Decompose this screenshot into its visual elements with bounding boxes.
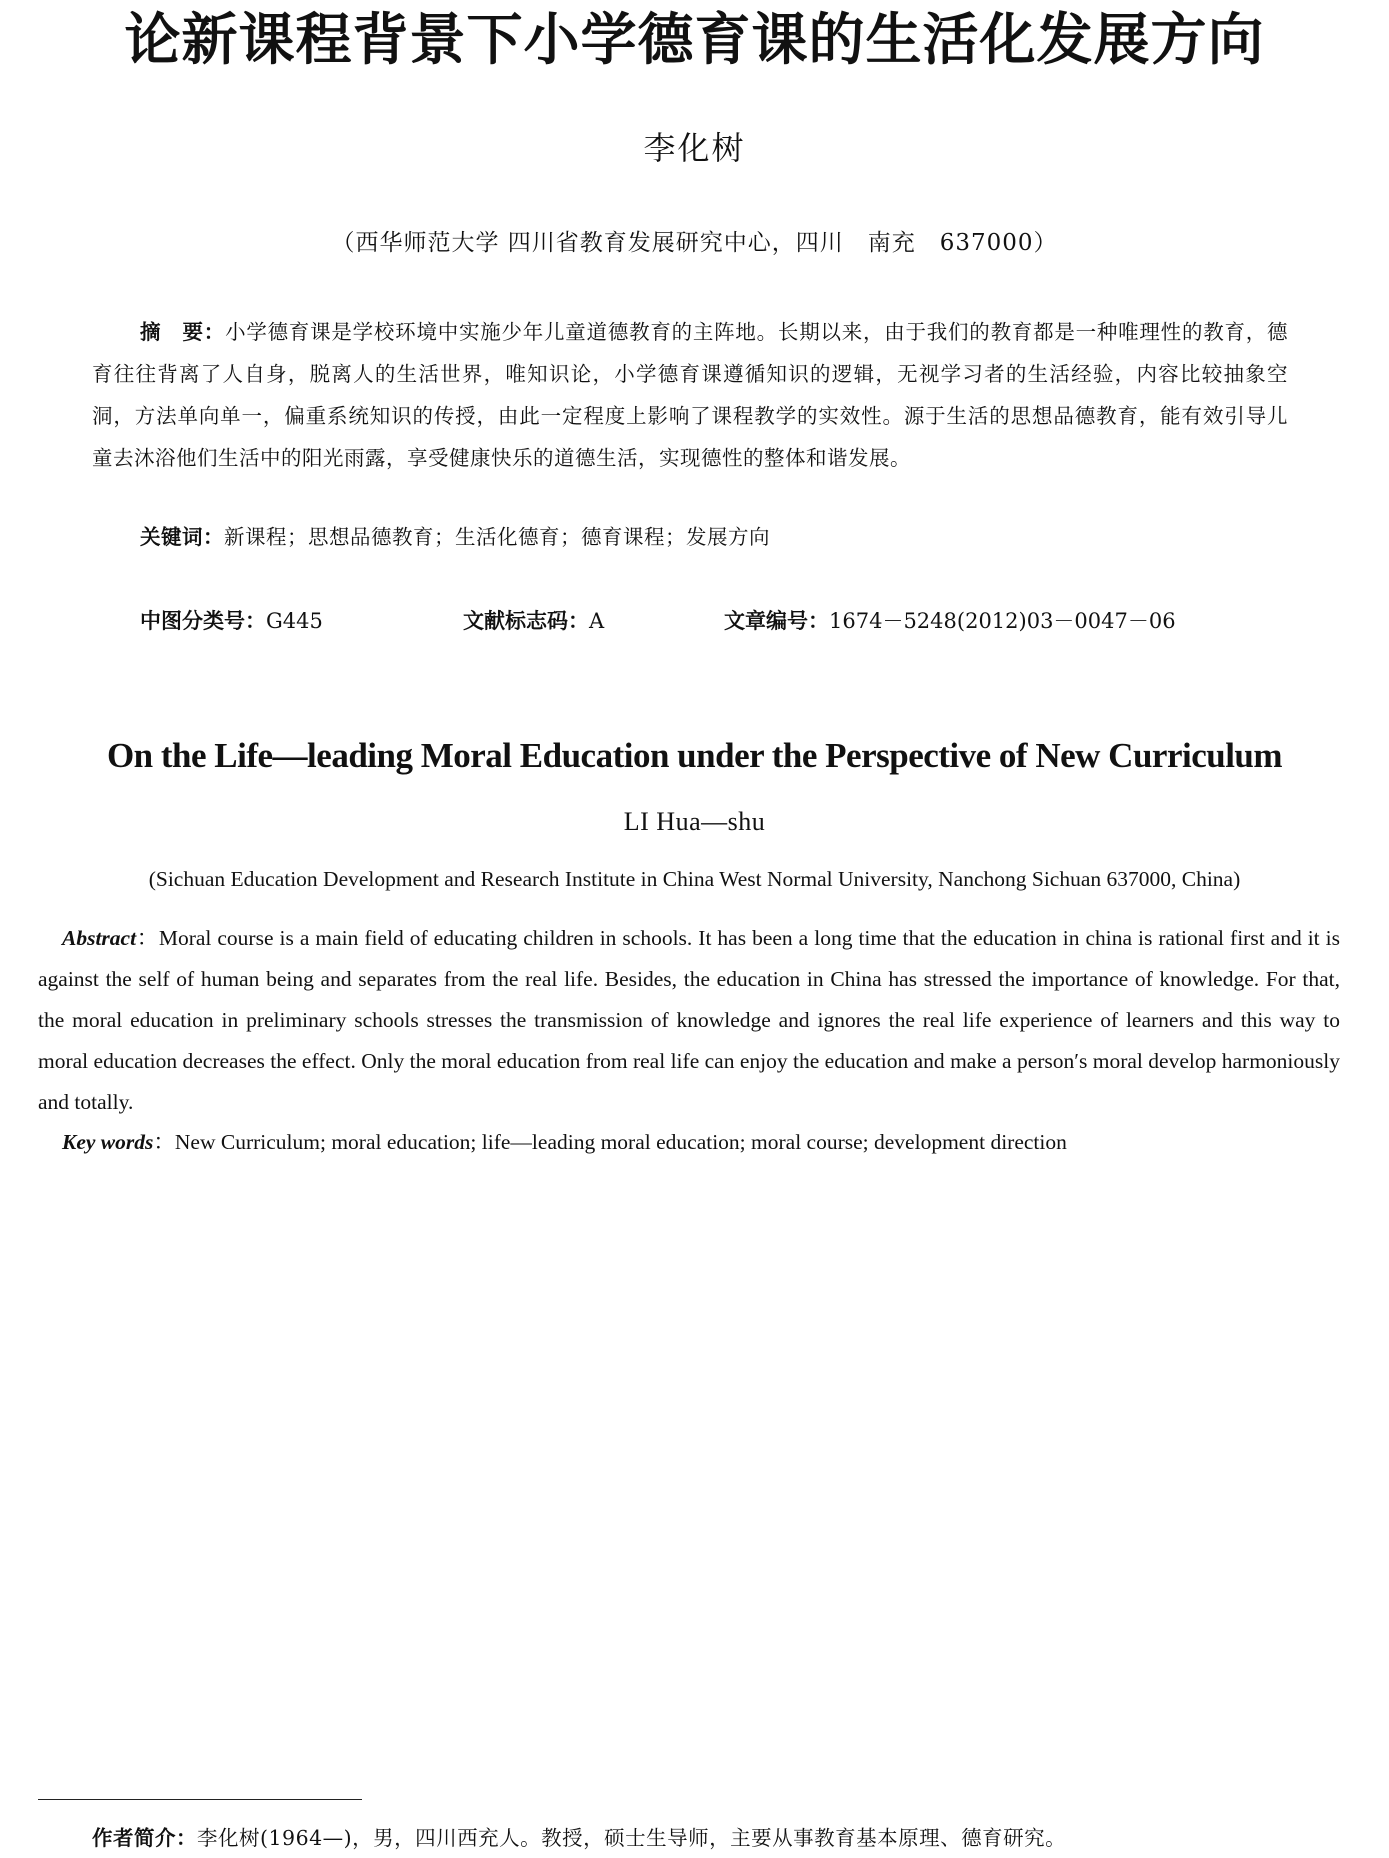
document-code-value: A [589,609,605,633]
footnote-label: 作者简介： [92,1826,197,1850]
article-number-value: 1674－5248(2012)03－0047－06 [829,609,1176,633]
document-code-label: 文献标志码： [463,609,589,633]
keywords-separator-en: ： [153,1130,175,1154]
author-name-cn: 李化树 [643,129,746,167]
abstract-cn [92,311,1288,479]
abstract-label-cn: 摘 要： [140,320,226,344]
article-number-label: 文章编号： [724,609,829,633]
paper-title-en: On the Life—leading Moral Education under the Perspective of New Curriculum [106,736,1283,775]
keywords-en [62,1125,1067,1159]
abstract-separator-en: ： [136,926,159,950]
keywords-label-en: Key words [62,1130,154,1154]
footnote-text: 李化树(1964—)，男，四川西充人。教授，硕士生导师，主要从事教育基本原理、德育研究。 [197,1826,1067,1850]
clc-value: G445 [266,609,323,633]
keywords-text-cn: 新课程；思想品德教育；生活化德育；德育课程；发展方向 [224,525,770,549]
clc-number [140,603,323,639]
keywords-label-cn: 关键词： [140,525,224,549]
paper-title-cn: 论新课程背景下小学德育课的生活化发展方向 [124,8,1265,73]
abstract-en [38,918,1340,1123]
clc-label: 中图分类号： [140,609,266,633]
keywords-text-en: New Curriculum; moral education; life—leading moral education; moral course; development direction [174,1130,1067,1154]
abstract-label-en: Abstract [62,926,137,950]
document-code [463,603,604,639]
affiliation-cn: （西华师范大学 四川省教育发展研究中心，四川 南充 637000） [331,230,1058,256]
article-number [724,603,1176,639]
keywords-cn [140,519,770,555]
author-bio-footnote [92,1823,1066,1853]
abstract-text-cn: 小学德育课是学校环境中实施少年儿童道德教育的主阵地。长期以来，由于我们的教育都是一种唯理性的教育，德育往往背离了人自身，脱离人的生活世界，唯知识论，小学德育课遵循知识的逻辑，无视学习者的生活经验，内容比较抽象空洞，方法单向单一，偏重系统知识的传授，由此一定程度上影响了课程教学的实效性。源于生活的思想品德教育，能有效引导儿童去沐浴他们生活中的阳光雨露，享受健康快乐的道德生活，实现德性的整体和谐发展。 [92,320,1289,470]
author-name-en: LI Hua—shu [623,807,766,836]
abstract-text-en: Moral course is a main field of educating children in schools. It has been a long time that the education in china is rational first and it is against the self of human being and separates from the real life. Besides, the education in China has stressed the importance of knowledge. For that, the moral education in preliminary schools stresses the transmission of knowledge and ignores the real life experience of learners and this way to moral education decreases the effect. Only the moral education from real life can enjoy the education and make a person′s moral develop harmoniously and totally. [38,926,1340,1114]
affiliation-en: (Sichuan Education Development and Research Institute in China West Normal University, Nanchong Sichuan 637000, China) [148,867,1241,891]
footnote-divider [38,1799,362,1800]
